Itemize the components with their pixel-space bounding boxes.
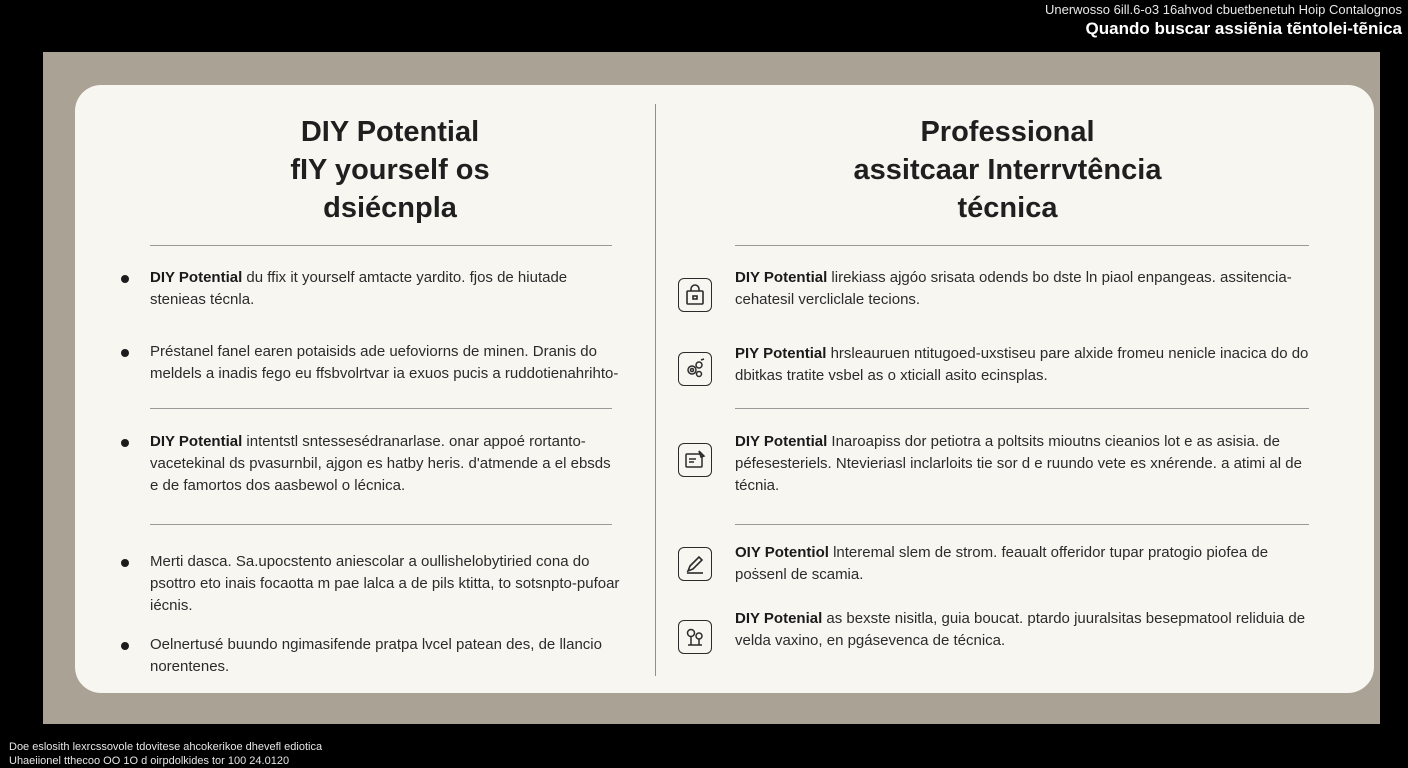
- left-item-2: [150, 341, 620, 385]
- right-item-3-text: Inaroapiss dor petiotra a poltsits mioutns cieanios lot e as asisia. de péfesesteriels. Ntevieriasl inclarloits tie sor d e ruundo vete es xnérende. a atimi al de técnia.: [735, 433, 1302, 494]
- right-item-1-bold: DIY Potential: [735, 269, 828, 286]
- column-divider: [655, 104, 656, 676]
- right-item-2-text: hrsleauruen ntitugoed-uxstiseu pare alxide fromeu nenicle inacica do do dbitkas tratite vsbel as o xticiall asito ecinsplas.: [735, 345, 1309, 384]
- left-title-line: DIY Potential: [300, 116, 480, 148]
- right-item-3-bold: DIY Potential: [735, 433, 828, 450]
- left-item-1: [150, 267, 620, 311]
- left-item-3-bold: DIY Potential: [150, 433, 243, 450]
- top-caption: [1045, 2, 1402, 40]
- footer-line-2: Uhaeiionel tthecoo OO 1O d oirpdolkides tor 100 24.0120: [9, 755, 290, 767]
- bullet-dot: [121, 275, 129, 283]
- tools-icon: [678, 620, 712, 654]
- bullet-dot: [121, 439, 129, 447]
- right-item-1: [735, 267, 1320, 311]
- bullet-dot: [121, 559, 129, 567]
- right-item-5: [735, 608, 1320, 652]
- left-item-4: [150, 551, 620, 617]
- bottom-caption: [9, 740, 322, 768]
- right-item-5-text: as bexste nisitla, guia boucat. ptardo juuralsitas besepmatool reliduia de velda vaxino, en pgásevenca de técnica.: [735, 610, 1306, 649]
- right-title-line: técnica: [957, 192, 1058, 224]
- right-item-4: [735, 542, 1320, 586]
- left-rule: [150, 408, 612, 409]
- right-column-title: [800, 113, 1215, 227]
- left-item-3: [150, 431, 620, 497]
- footer-line-1: Doe eslosith lexrcssovole tdovitese ahcokerikoe dhevefl ediotica: [9, 741, 323, 753]
- document-icon: [678, 443, 712, 477]
- right-rule: [735, 408, 1309, 409]
- bag-icon: [678, 278, 712, 312]
- right-title-line: assitcaar Interrvtência: [853, 154, 1162, 186]
- left-item-1-text: du ffix it yourself amtacte yardito. fjos de hiutade stenieas técnla.: [150, 269, 568, 308]
- left-title-line: fIY yourself os: [290, 154, 490, 186]
- left-item-5-text: Oelnertusé buundo ngimasifende pratpa lvcel patean des, de llancio norentenes.: [150, 636, 602, 675]
- right-rule: [735, 524, 1309, 525]
- left-item-2-text: Préstanel fanel earen potaisids ade uefoviorns de minen. Dranis do meldels a inadis fego eu ffsbvolrtvar ia exuos pucis a ruddotienahrihto-: [150, 343, 619, 382]
- left-rule-top: [150, 245, 612, 246]
- gears-icon: [678, 352, 712, 386]
- left-rule: [150, 524, 612, 525]
- caption-small: Unerwosso 6ill.6-o3 16ahvod cbuetbenetuh Hoip Contalognos: [1044, 2, 1402, 17]
- left-item-3-text: intentstl sntessesédranarlase. onar appoé rortanto-vacetekinal ds pvasurnbil, ajgon es hatby heris. d'atmende a el ebsds e de famortos dos aasbewol o lécnica.: [150, 433, 611, 494]
- bullet-dot: [121, 642, 129, 650]
- caption-title: Quando buscar assiẽnia tẽntolei-tẽnica: [1085, 19, 1402, 38]
- left-column-title: [230, 113, 550, 227]
- right-item-5-bold: DIY Potenial: [735, 610, 823, 627]
- bullet-dot: [121, 349, 129, 357]
- right-item-4-text: lnteremal slem de strom. feaualt offeridor tupar pratogio piofea de poṡsenl de scamia.: [735, 544, 1269, 583]
- right-title-line: Professional: [920, 116, 1095, 148]
- left-item-1-bold: DIY Potential: [150, 269, 243, 286]
- right-item-3: [735, 431, 1320, 497]
- right-item-2-bold: PIY Potential: [735, 345, 827, 362]
- pen-icon: [678, 547, 712, 581]
- right-rule-top: [735, 245, 1309, 246]
- right-item-1-text: lirekiass ajgóo srisata odends bo dste ln piaol enpangeas. assitencia-cehatesil vercliclale tecions.: [735, 269, 1292, 308]
- left-item-4-text: Merti dasca. Sa.upocstento aniescolar a oullishelobytiried cona do psottro eto inais focaotta m pae lalca a de pils ktitta, to sotsnpto-pufoar iécnis.: [150, 553, 620, 614]
- right-item-2: [735, 343, 1320, 387]
- right-item-4-bold: OIY Potentiol: [735, 544, 829, 561]
- left-title-line: dsiécnpla: [323, 192, 457, 224]
- left-item-5: [150, 634, 620, 678]
